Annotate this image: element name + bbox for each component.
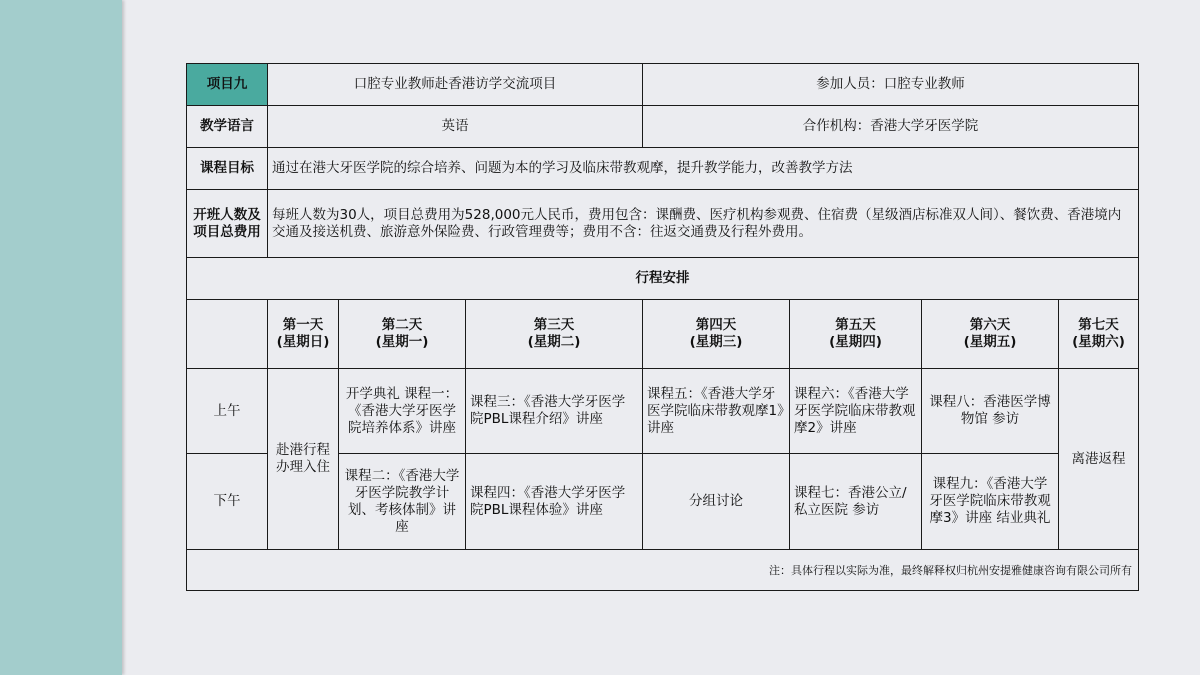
schedule-cell: 课程三：《香港大学牙医学院PBL课程介绍》讲座 xyxy=(466,369,643,454)
left-sidebar-band xyxy=(0,0,122,675)
empty-corner-cell xyxy=(187,300,268,369)
goal-row xyxy=(187,148,1139,190)
day-header: 第二天 (星期一) xyxy=(339,300,466,369)
schedule-cell: 分组讨论 xyxy=(643,454,790,550)
language-value: 英语 xyxy=(268,106,643,148)
language-label: 教学语言 xyxy=(187,106,268,148)
day-header: 第六天 (星期五) xyxy=(922,300,1059,369)
project-label: 项目九 xyxy=(187,64,268,106)
day-header: 第三天 (星期二) xyxy=(466,300,643,369)
partner-institution: 合作机构：香港大学牙医学院 xyxy=(643,106,1139,148)
day7-activity: 离港返程 xyxy=(1059,369,1139,550)
fee-label: 开班人数及项目总费用 xyxy=(187,190,268,258)
footnote: 注：具体行程以实际为准，最终解释权归杭州安提雅健康咨询有限公司所有 xyxy=(187,550,1139,591)
afternoon-label: 下午 xyxy=(187,454,268,550)
schedule-cell: 课程四：《香港大学牙医学院PBL课程体验》讲座 xyxy=(466,454,643,550)
day-header: 第一天 (星期日) xyxy=(268,300,339,369)
schedule-cell: 课程八：香港医学博物馆 参访 xyxy=(922,369,1059,454)
project-name: 口腔专业教师赴香港访学交流项目 xyxy=(268,64,643,106)
goal-label: 课程目标 xyxy=(187,148,268,190)
participants: 参加人员：口腔专业教师 xyxy=(643,64,1139,106)
morning-row xyxy=(187,369,1139,454)
day-header: 第五天 (星期四) xyxy=(790,300,922,369)
day-header: 第四天 (星期三) xyxy=(643,300,790,369)
schedule-title: 行程安排 xyxy=(187,258,1139,300)
fee-row xyxy=(187,190,1139,258)
morning-label: 上午 xyxy=(187,369,268,454)
schedule-cell: 课程七：香港公立/私立医院 参访 xyxy=(790,454,922,550)
note-row xyxy=(187,550,1139,591)
schedule-cell: 课程五：《香港大学牙医学院临床带教观摩1》讲座 xyxy=(643,369,790,454)
language-row xyxy=(187,106,1139,148)
schedule-header-row xyxy=(187,300,1139,369)
schedule-cell: 课程六：《香港大学牙医学院临床带教观摩2》讲座 xyxy=(790,369,922,454)
day1-activity: 赴港行程办理入住 xyxy=(268,369,339,550)
schedule-cell: 课程九：《香港大学牙医学院临床带教观摩3》讲座 结业典礼 xyxy=(922,454,1059,550)
schedule-cell: 开学典礼 课程一：《香港大学牙医学院培养体系》讲座 xyxy=(339,369,466,454)
day-header: 第七天 (星期六) xyxy=(1059,300,1139,369)
fee-value: 每班人数为30人，项目总费用为528,000元人民币，费用包含：课酬费、医疗机构参观费、住宿费（星级酒店标准双人间）、餐饮费、香港境内交通及接送机费、旅游意外保险费、行政管理费等；费用不含：往返交通费及行程外费用。 xyxy=(268,190,1139,258)
schedule-title-row xyxy=(187,258,1139,300)
goal-value: 通过在港大牙医学院的综合培养、问题为本的学习及临床带教观摩，提升教学能力，改善教学方法 xyxy=(268,148,1139,190)
project-table xyxy=(186,63,1139,591)
project-row xyxy=(187,64,1139,106)
schedule-cell: 课程二：《香港大学牙医学院教学计划、考核体制》讲座 xyxy=(339,454,466,550)
